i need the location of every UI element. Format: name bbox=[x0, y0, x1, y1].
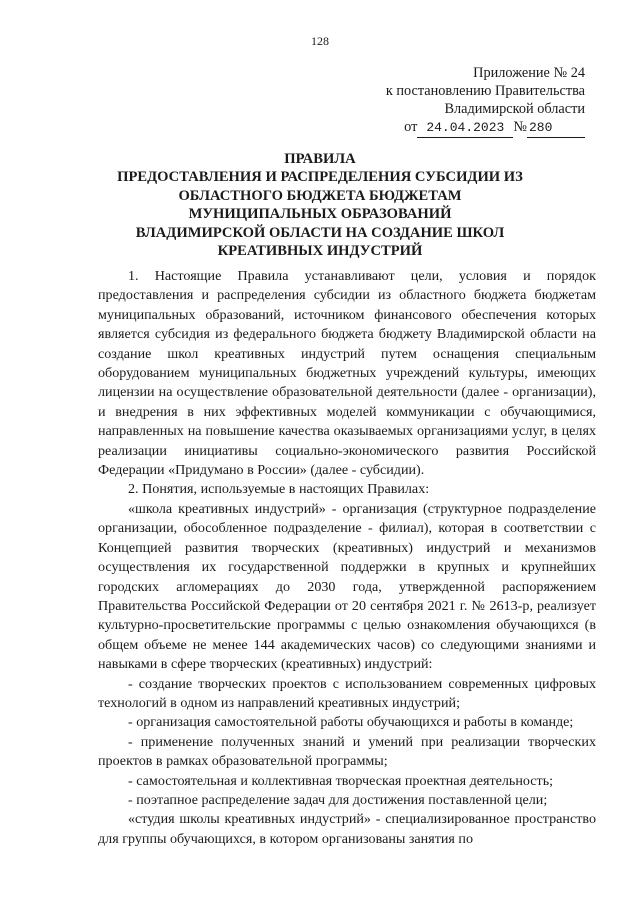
title-line: ОБЛАСТНОГО БЮДЖЕТА БЮДЖЕТАМ bbox=[178, 187, 462, 204]
definition-studio: «студия школы креативных индустрий» - специализированное пространство для группы обучающихся, в котором организованы занятия по bbox=[98, 811, 596, 847]
title-line: ВЛАДИМИРСКОЙ ОБЛАСТИ НА СОЗДАНИЕ ШКОЛ bbox=[135, 224, 505, 241]
list-item: - самостоятельная и коллективная творческая проектная деятельность; bbox=[128, 772, 554, 789]
paragraph-1: 1. Настоящие Правила устанавливают цели, условия и порядок предоставления и распределения субсидии из областного бюджета бюджетам муниципальных образований, источником финансового обеспечения которых является субсидия из федерального бюджета бюджету Владимирской области на создание школ креативных индустрий путем оснащения специальным оборудованием муниципальных бюджетных учреждений культуры, имеющих лицензии на осуществление образовательной деятельности (далее - организации), и внедрения в них эффективных моделей коммуникации с обучающимися, направленных на повышение качества оказываемых организациями услуг, в целях реализации инициативы социально-экономического развития Российской Федерации «Придумано в России» (далее - субсидии). bbox=[98, 268, 596, 479]
page-number: 128 bbox=[311, 34, 329, 48]
annex-line-1: Приложение № 24 bbox=[473, 65, 585, 81]
annex-reference bbox=[345, 118, 585, 138]
document-body bbox=[98, 267, 596, 849]
document-title bbox=[90, 150, 550, 260]
paragraph-2: 2. Понятия, используемые в настоящих Правилах: bbox=[128, 481, 430, 498]
annex-line-3: Владимирской области bbox=[444, 101, 585, 117]
list-item: - организация самостоятельной работы обучающихся и работы в команде; bbox=[128, 714, 574, 731]
list-item: - поэтапное распределение задач для достижения поставленной цели; bbox=[128, 791, 548, 808]
annex-number: 280 bbox=[527, 119, 585, 138]
list-item: - применение полученных знаний и умений при реализации творческих проектов в рамках образовательной программы; bbox=[98, 733, 596, 770]
annex-from-label: от bbox=[404, 119, 418, 135]
annex-number-label: № bbox=[513, 119, 527, 135]
annex-header bbox=[345, 64, 585, 138]
title-line: МУНИЦИПАЛЬНЫХ ОБРАЗОВАНИЙ bbox=[188, 206, 452, 223]
title-line: КРЕАТИВНЫХ ИНДУСТРИЙ bbox=[217, 243, 423, 260]
title-line: ПРЕДОСТАВЛЕНИЯ И РАСПРЕДЕЛЕНИЯ СУБСИДИИ ИЗ bbox=[117, 169, 523, 186]
list-item: - создание творческих проектов с использованием современных цифровых технологий в одном из направлений креативных индустрий; bbox=[98, 675, 596, 711]
definition-school: «школа креативных индустрий» - организация (структурное подразделение организации, обособленное подразделение - филиал), которая в соответствии с Концепцией развития творческих (креативных) индустрий и механизмов осуществления их государственной поддержки в крупных и крупнейших городских агломерациях до 2030 года, утвержденной распоряжением Правительства Российской Федерации от 20 сентября 2021 г. № 2613-р, реализует культурно-просветительские программы с целью ознакомления обучающихся (в общем объеме не менее 144 академических часов) со следующими знаниями и навыками в сфере творческих (креативных) индустрий: bbox=[98, 500, 596, 673]
annex-date: 24.04.2023 bbox=[417, 119, 513, 138]
title-line: ПРАВИЛА bbox=[284, 151, 356, 167]
annex-line-2: к постановлению Правительства bbox=[385, 83, 585, 99]
